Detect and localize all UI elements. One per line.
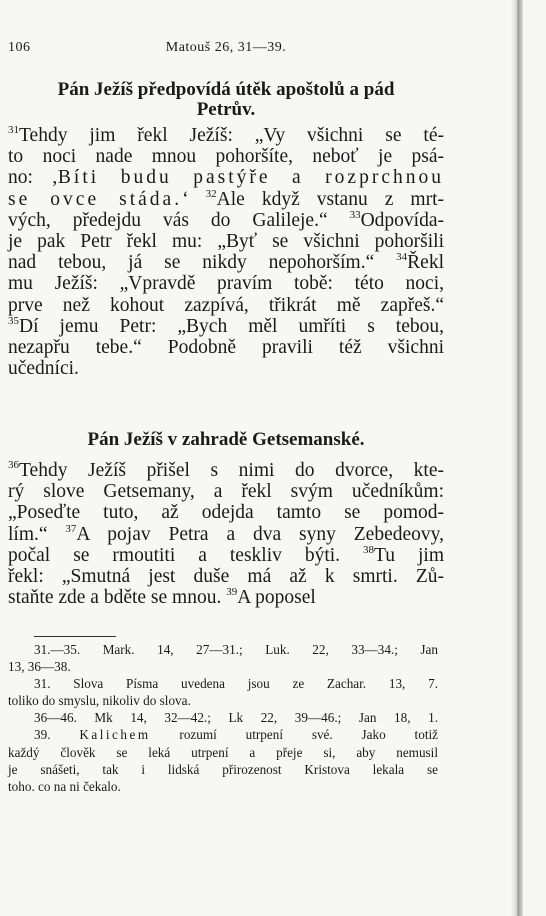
heading-line: Pán Ježíš předpovídá útěk apoštolů a pád — [57, 79, 395, 100]
spaced-text: Kalichem — [79, 727, 151, 743]
verse-number: 39 — [226, 586, 238, 599]
footnotes — [8, 641, 438, 795]
verse-number: 31 — [8, 124, 19, 136]
text-line: učedníci. — [8, 358, 79, 380]
text-line: „Poseďte tuto, až odejda tamto se pomod- — [8, 502, 444, 524]
text-line: $^{35}$Dí jemu Petr: „Bych měl umříti s tebou, — [8, 314, 444, 337]
text-line: vých, předejdu vás do Galileje.“ $^{33}$Odpovída- — [8, 208, 444, 231]
spaced-text: se ovce stáda. — [8, 188, 183, 210]
footnote-rule — [34, 636, 116, 637]
page-edge-shadow — [511, 0, 523, 916]
section-heading-1 — [8, 80, 444, 120]
text-line: to noci nade mnou pohoršíte, neboť je psá- — [8, 146, 444, 168]
text-line: $^{31}$Tehdy jim řekl Ježíš: „Vy všichni se té- — [8, 124, 444, 146]
verse-number: 34 — [396, 251, 408, 264]
text-line: nezapřu tebe.“ Podobně pravili též všichni — [8, 337, 444, 359]
text-line: řekl: „Smutná jest duše má až k smrti. Zů- — [8, 566, 444, 588]
footnote-line: 31.—35. Mark. 14, 27—31.; Luk. 22, 33—34.; Jan — [34, 642, 438, 657]
text-line: je pak Petr řekl mu: „Byť se všichni pohoršili — [8, 231, 444, 253]
footnote-line: 36—46. Mk 14, 32—42.; Lk 22, 39—46.; Jan 18, 1. — [34, 710, 438, 726]
spaced-text: Bíti budu pastýře a rozprchnou — [57, 167, 444, 189]
text-line: staňte zde a bděte se mnou. $^{39}$A poposel — [8, 586, 316, 609]
text-line: no: ‚Bíti budu pastýře a rozprchnou — [8, 167, 444, 189]
text-line: $^{36}$Tehdy Ježíš přišel s nimi do dvorce, kte- — [8, 459, 444, 481]
verse-number: 36 — [8, 459, 19, 471]
footnote-line: 39. Kalichem rozumí utrpení své. Jako totiž — [34, 727, 438, 743]
text-line: počal se rmoutiti a teskliv býti. $^{38}$Tu jim — [8, 543, 445, 566]
text-line: lím.“ $^{37}$A pojav Petra a dva syny Zebedeovy, — [8, 522, 444, 545]
section-heading-2: Pán Ježíš v zahradě Getsemanské. — [87, 429, 365, 450]
paragraph-verses-31-35 — [8, 125, 444, 379]
footnote-line: každý člověk se leká utrpení a přeje si, aby nemusil — [8, 744, 438, 760]
text-line: rý slove Getsemany, a řekl svým učedníkům: — [8, 481, 444, 503]
footnote-line: 13, 36—38. — [8, 659, 71, 675]
verse-number: 33 — [349, 208, 361, 221]
footnote-line: toliko do smyslu, nikoliv do slova. — [8, 693, 191, 709]
verse-number: 32 — [205, 187, 217, 200]
page-number: 106 — [8, 40, 31, 55]
footnote-line: je snášeti, tak i lidská přirozenost Kristova lekala se — [8, 761, 438, 777]
footnote-line: toho. co na ni čekalo. — [8, 778, 121, 794]
text-line: se ovce stáda.‘ $^{32}$Ale když vstanu z mrt- — [8, 187, 445, 210]
verse-number: 37 — [65, 522, 77, 535]
running-title: Matouš 26, 31—39. — [165, 40, 287, 55]
paragraph-verses-36-39 — [8, 460, 444, 608]
text-line: mu Ježíš: „Vpravdě pravím tobě: této noci, — [8, 273, 444, 295]
text-line: nad tebou, já se nikdy nepohorším.“ $^{34}$Řekl — [8, 251, 444, 274]
verse-number: 38 — [363, 543, 375, 556]
heading-line: Petrův. — [196, 99, 256, 120]
text-line: prve než kohout zazpívá, třikrát mě zapřeš.“ — [8, 294, 444, 316]
footnote-line: 31. Slova Písma uvedena jsou ze Zachar. 13, 7. — [34, 676, 438, 692]
verse-number: 35 — [8, 314, 19, 327]
